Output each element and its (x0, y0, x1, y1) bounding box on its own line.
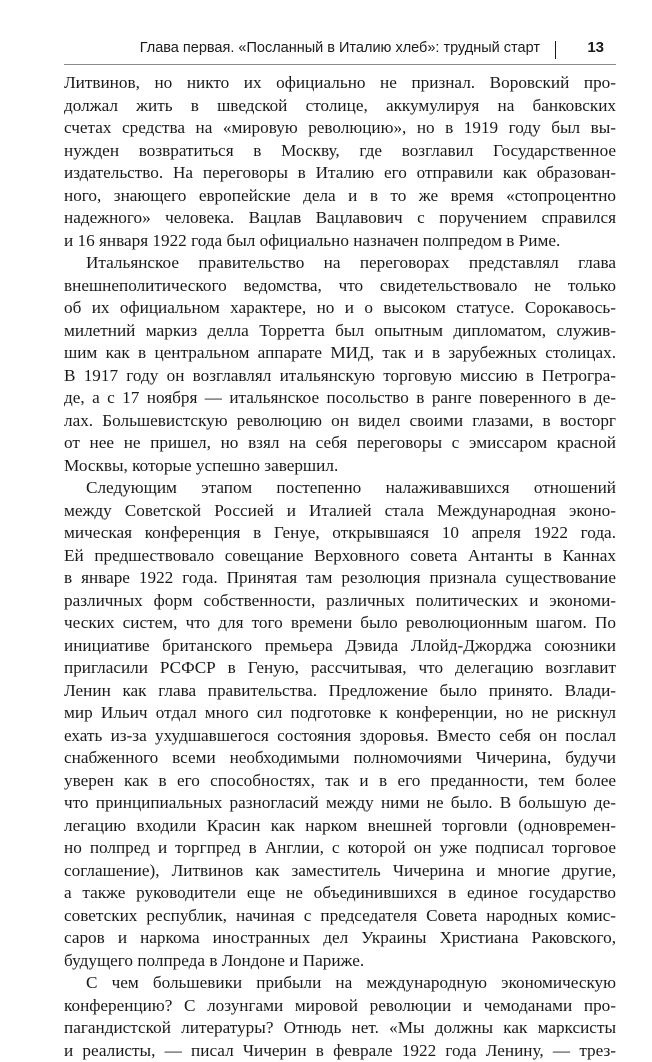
text-line: внешнеполитического ведомства, что свидетельствовало не только (64, 275, 616, 298)
text-line: ческих систем, что для того времени было революционным шагом. По (64, 612, 616, 635)
text-line: нужден возвратиться в Москву, где возглавил Государственное (64, 140, 616, 163)
text-line: должал жить в шведской столице, аккумулируя на банковских (64, 95, 616, 118)
text-line: и 16 января 1922 года был официально назначен полпредом в Риме. (64, 230, 616, 253)
text-line: будущего полпреда в Лондоне и Париже. (64, 950, 616, 973)
text-line: соглашение), Литвинов как заместитель Чичерина и многие другие, (64, 860, 616, 883)
text-line: ехать из-за ухудшавшегося состояния здоровья. Вместо себя он послал (64, 725, 616, 748)
text-line: Ей предшествовало совещание Верховного совета Антанты в Каннах (64, 545, 616, 568)
text-line: де, а с 17 ноября — итальянское посольство в ранге поверенного в де- (64, 387, 616, 410)
text-line: Ленин как глава правительства. Предложение было принято. Влади- (64, 680, 616, 703)
text-line: издательство. На переговоры в Италию его отправили как образован- (64, 162, 616, 185)
paragraph (64, 972, 616, 1062)
page-number: 13 (587, 39, 604, 56)
body-text (64, 72, 616, 1062)
text-line: конференцию? С лозунгами мировой революции и чемоданами про- (64, 995, 616, 1018)
text-line: надежного» человека. Вацлав Вацлавович с поручением справился (64, 207, 616, 230)
text-line: Итальянское правительство на переговорах представлял глава (64, 252, 616, 275)
text-line: Следующим этапом постепенно налаживавшихся отношений (64, 477, 616, 500)
text-line: пагандистской литературы? Отнюдь нет. «Мы должны как марксисты (64, 1017, 616, 1040)
text-line: милетний маркиз делла Торретта был опытным дипломатом, служив- (64, 320, 616, 343)
text-line: счетах средства на «мировую революцию», но в 1919 году был вы- (64, 117, 616, 140)
text-line: но полпред и торгпред в Англии, с которой он уже подписал торговое (64, 837, 616, 860)
text-line: С чем большевики прибыли на международную экономическую (64, 972, 616, 995)
paragraph (64, 72, 616, 252)
header-separator (555, 41, 557, 59)
running-title: Глава первая. «Посланный в Италию хлеб»: трудный старт (140, 40, 540, 56)
text-line: лах. Большевистскую революцию он видел своими глазами, в восторг (64, 410, 616, 433)
text-line: легацию входили Красин как нарком внешней торговли (одновремен- (64, 815, 616, 838)
text-line: саров и наркома иностранных дел Украины Христиана Раковского, (64, 927, 616, 950)
paragraph (64, 477, 616, 972)
text-line: мическая конференция в Генуе, открывшаяся 10 апреля 1922 года. (64, 522, 616, 545)
text-line: советских республик, начиная с председателя Совета народных комис- (64, 905, 616, 928)
text-line: между Советской Россией и Италией стала Международная эконо- (64, 500, 616, 523)
text-line: от нее не пришел, но взял на себя переговоры с эмиссаром красной (64, 432, 616, 455)
running-header (64, 38, 616, 62)
text-line: в январе 1922 года. Принятая там резолюция признала существование (64, 567, 616, 590)
text-line: В 1917 году он возглавлял итальянскую торговую миссию в Петрогра- (64, 365, 616, 388)
text-line: об их официальном характере, но и о высоком статусе. Сорокавось- (64, 297, 616, 320)
text-line: шим как в центральном аппарате МИД, так и в зарубежных столицах. (64, 342, 616, 365)
text-line: Литвинов, но никто их официально не признал. Воровский про- (64, 72, 616, 95)
text-line: ного, знающего европейские дела и в то же время «стопроцентно (64, 185, 616, 208)
text-line: снабженного всеми необходимыми полномочиями Чичерина, будучи (64, 747, 616, 770)
text-line: пригласили РСФСР в Геную, рассчитывая, что делегацию возглавит (64, 657, 616, 680)
text-line: инициативе британского премьера Дэвида Ллойд-Джорджа союзники (64, 635, 616, 658)
text-line: различных форм собственности, различных политических и экономи- (64, 590, 616, 613)
text-line: что принципиальных разногласий между ними не было. В большую де- (64, 792, 616, 815)
text-line: и реалисты, — писал Чичерин в феврале 1922 года Ленину, — трез- (64, 1040, 616, 1062)
text-line: уверен как в его способностях, так и в его преданности, тем более (64, 770, 616, 793)
text-line: Москвы, которые успешно завершил. (64, 455, 616, 478)
header-rule (64, 64, 616, 65)
paragraph (64, 252, 616, 477)
text-line: а также руководители еще не объединившихся в единое государство (64, 882, 616, 905)
text-line: мир Ильич отдал много сил подготовке к конференции, но не рискнул (64, 702, 616, 725)
